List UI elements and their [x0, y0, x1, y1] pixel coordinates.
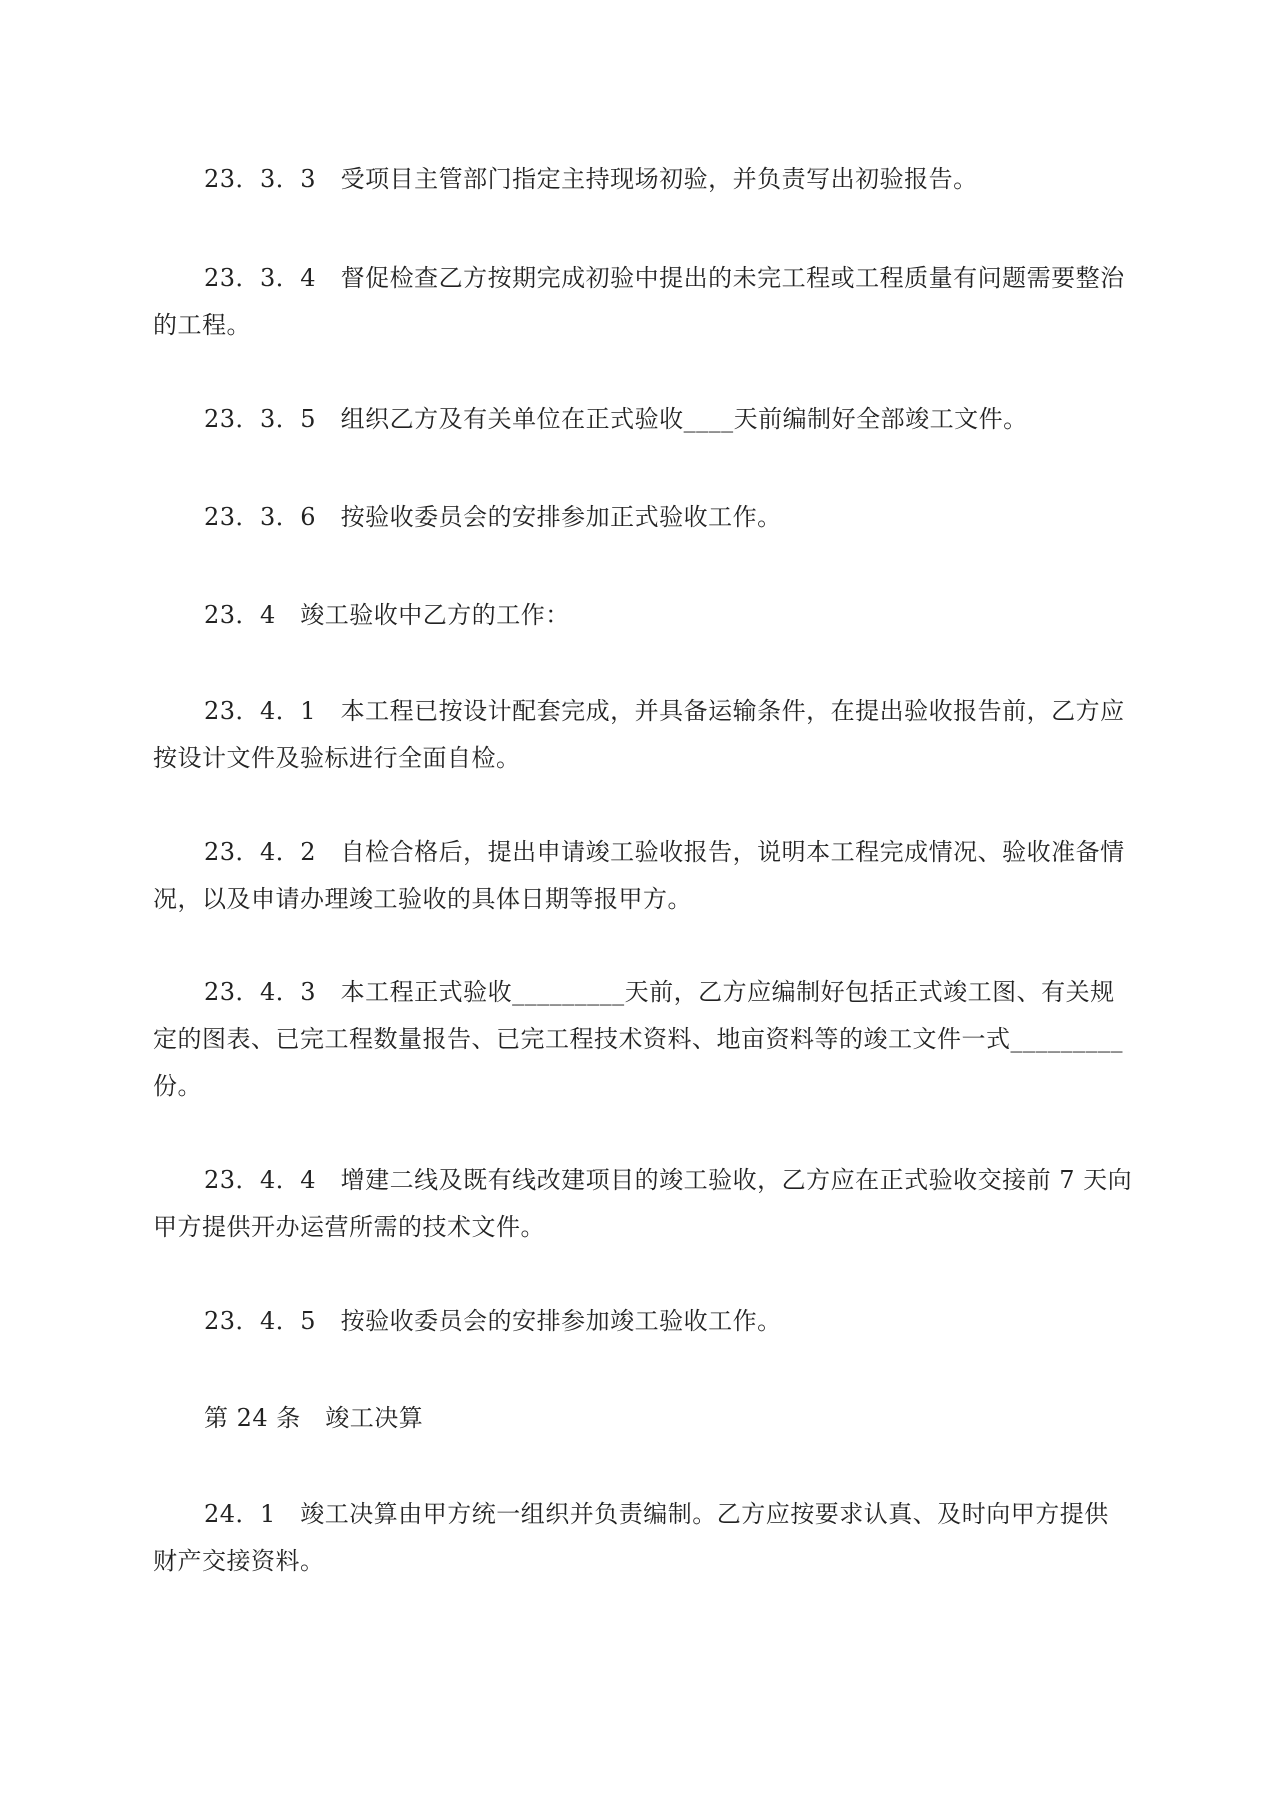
article-24-heading: 第 24 条 竣工决算: [204, 1404, 424, 1432]
section-23-4-heading: 23．4 竣工验收中乙方的工作：: [204, 601, 570, 629]
clause-23-3-5: 23．3．5 组织乙方及有关单位在正式验收____天前编制好全部竣工文件。: [204, 405, 1028, 433]
clause-23-4-2: 23．4．2 自检合格后，提出申请竣工验收报告，说明本工程完成情况、验收准备情况，以及申请办理竣工验收的具体日期等报甲方。: [153, 838, 1125, 913]
clause-23-3-6: 23．3．6 按验收委员会的安排参加正式验收工作。: [204, 503, 782, 531]
clause-24-1: 24．1 竣工决算由甲方统一组织并负责编制。乙方应按要求认真、及时向甲方提供财产交接资料。: [153, 1500, 1109, 1575]
clause-23-4-4: 23．4．4 增建二线及既有线改建项目的竣工验收，乙方应在正式验收交接前 7 天向甲方提供开办运营所需的技术文件。: [153, 1166, 1133, 1241]
clause-23-3-4: 23．3．4 督促检查乙方按期完成初验中提出的未完工程或工程质量有问题需要整治的工程。: [153, 264, 1125, 339]
clause-23-3-3: 23．3．3 受项目主管部门指定主持现场初验，并负责写出初验报告。: [204, 165, 978, 193]
clause-23-4-3: 23．4．3 本工程正式验收_________天前，乙方应编制好包括正式竣工图、有关规定的图表、已完工程数量报告、已完工程技术资料、地亩资料等的竣工文件一式_________份。: [153, 978, 1123, 1100]
clause-23-4-5: 23．4．5 按验收委员会的安排参加竣工验收工作。: [204, 1307, 782, 1335]
clause-23-4-1: 23．4．1 本工程已按设计配套完成，并具备运输条件，在提出验收报告前，乙方应按设计文件及验标进行全面自检。: [153, 697, 1125, 772]
